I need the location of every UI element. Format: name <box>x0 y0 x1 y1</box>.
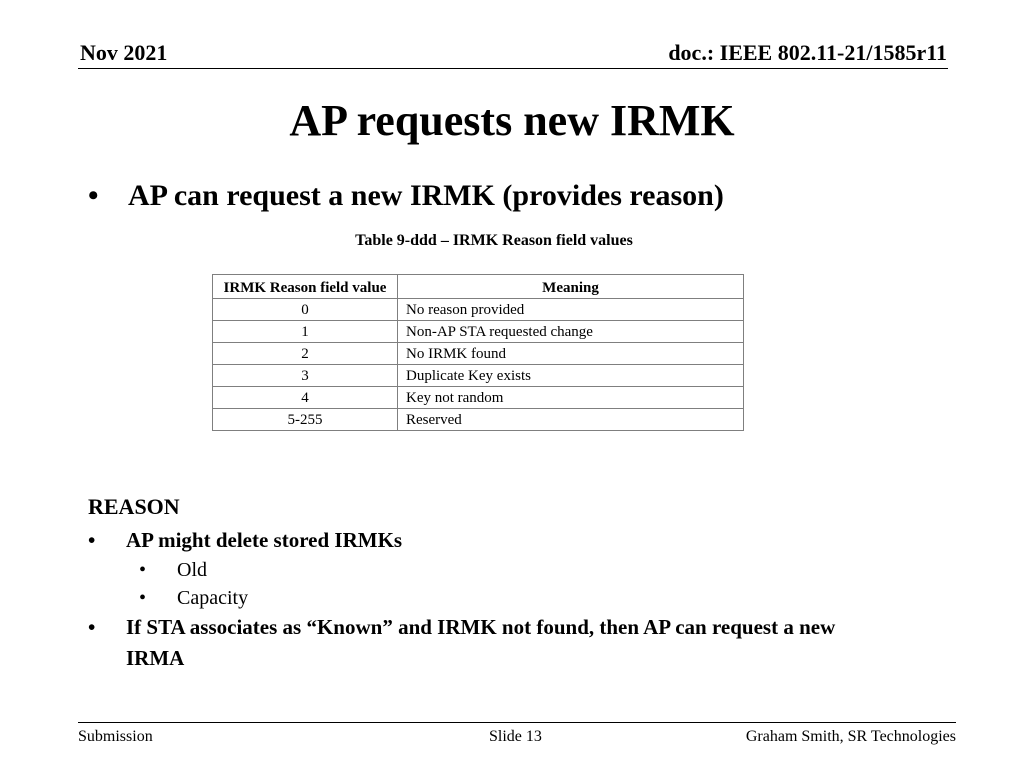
table-row <box>213 409 744 431</box>
header-divider <box>78 68 948 69</box>
sub-list-item-text: Old <box>177 559 207 581</box>
footer-author: Graham Smith, SR Technologies <box>745 728 956 745</box>
sub-list-item-text: Capacity <box>177 587 249 609</box>
sub-list-item <box>88 556 888 584</box>
table-cell-meaning: No reason provided <box>398 299 744 321</box>
header-doc-id: doc.: IEEE 802.11-21/1585r11 <box>668 40 947 65</box>
table-cell-value: 4 <box>213 387 398 409</box>
table-cell-meaning: Duplicate Key exists <box>398 365 744 387</box>
table-row <box>213 299 744 321</box>
list-item-text: AP might delete stored IRMKs <box>126 528 403 552</box>
header-date: Nov 2021 <box>80 40 168 65</box>
table-row <box>213 321 744 343</box>
list-item <box>88 612 888 674</box>
table-row <box>213 365 744 387</box>
table-cell-value: 1 <box>213 321 398 343</box>
reason-list <box>88 525 888 674</box>
main-bullet <box>88 176 724 216</box>
table-cell-meaning: No IRMK found <box>398 343 744 365</box>
footer-submission: Submission <box>78 728 153 745</box>
table-header-row <box>213 275 744 299</box>
table-cell-value: 5-255 <box>213 409 398 431</box>
list-item <box>88 525 888 556</box>
bullet-marker: • <box>88 528 96 552</box>
table-caption: Table 9-ddd – IRMK Reason field values <box>355 232 633 249</box>
main-bullet-text: AP can request a new IRMK (provides reason) <box>128 179 724 212</box>
table-cell-meaning: Non-AP STA requested change <box>398 321 744 343</box>
column-header-meaning: Meaning <box>398 275 744 299</box>
bullet-marker: • <box>88 615 96 639</box>
bullet-marker: • <box>139 559 147 581</box>
column-header-value: IRMK Reason field value <box>213 275 398 299</box>
table-row <box>213 387 744 409</box>
footer-slide-number: Slide 13 <box>489 728 542 745</box>
slide-title: AP requests new IRMK <box>289 96 735 145</box>
bullet-marker: • <box>139 587 147 609</box>
list-item-text: If STA associates as “Known” and IRMK not found, then AP can request a new IRMA <box>126 615 836 670</box>
table-cell-value: 0 <box>213 299 398 321</box>
footer-divider <box>78 722 956 723</box>
table-cell-value: 2 <box>213 343 398 365</box>
table-cell-value: 3 <box>213 365 398 387</box>
reason-heading: REASON <box>88 494 180 519</box>
table-row <box>213 343 744 365</box>
table-cell-meaning: Key not random <box>398 387 744 409</box>
reason-field-table <box>212 274 744 431</box>
bullet-marker: • <box>88 179 99 212</box>
sub-list-item <box>88 584 888 612</box>
table-cell-meaning: Reserved <box>398 409 744 431</box>
